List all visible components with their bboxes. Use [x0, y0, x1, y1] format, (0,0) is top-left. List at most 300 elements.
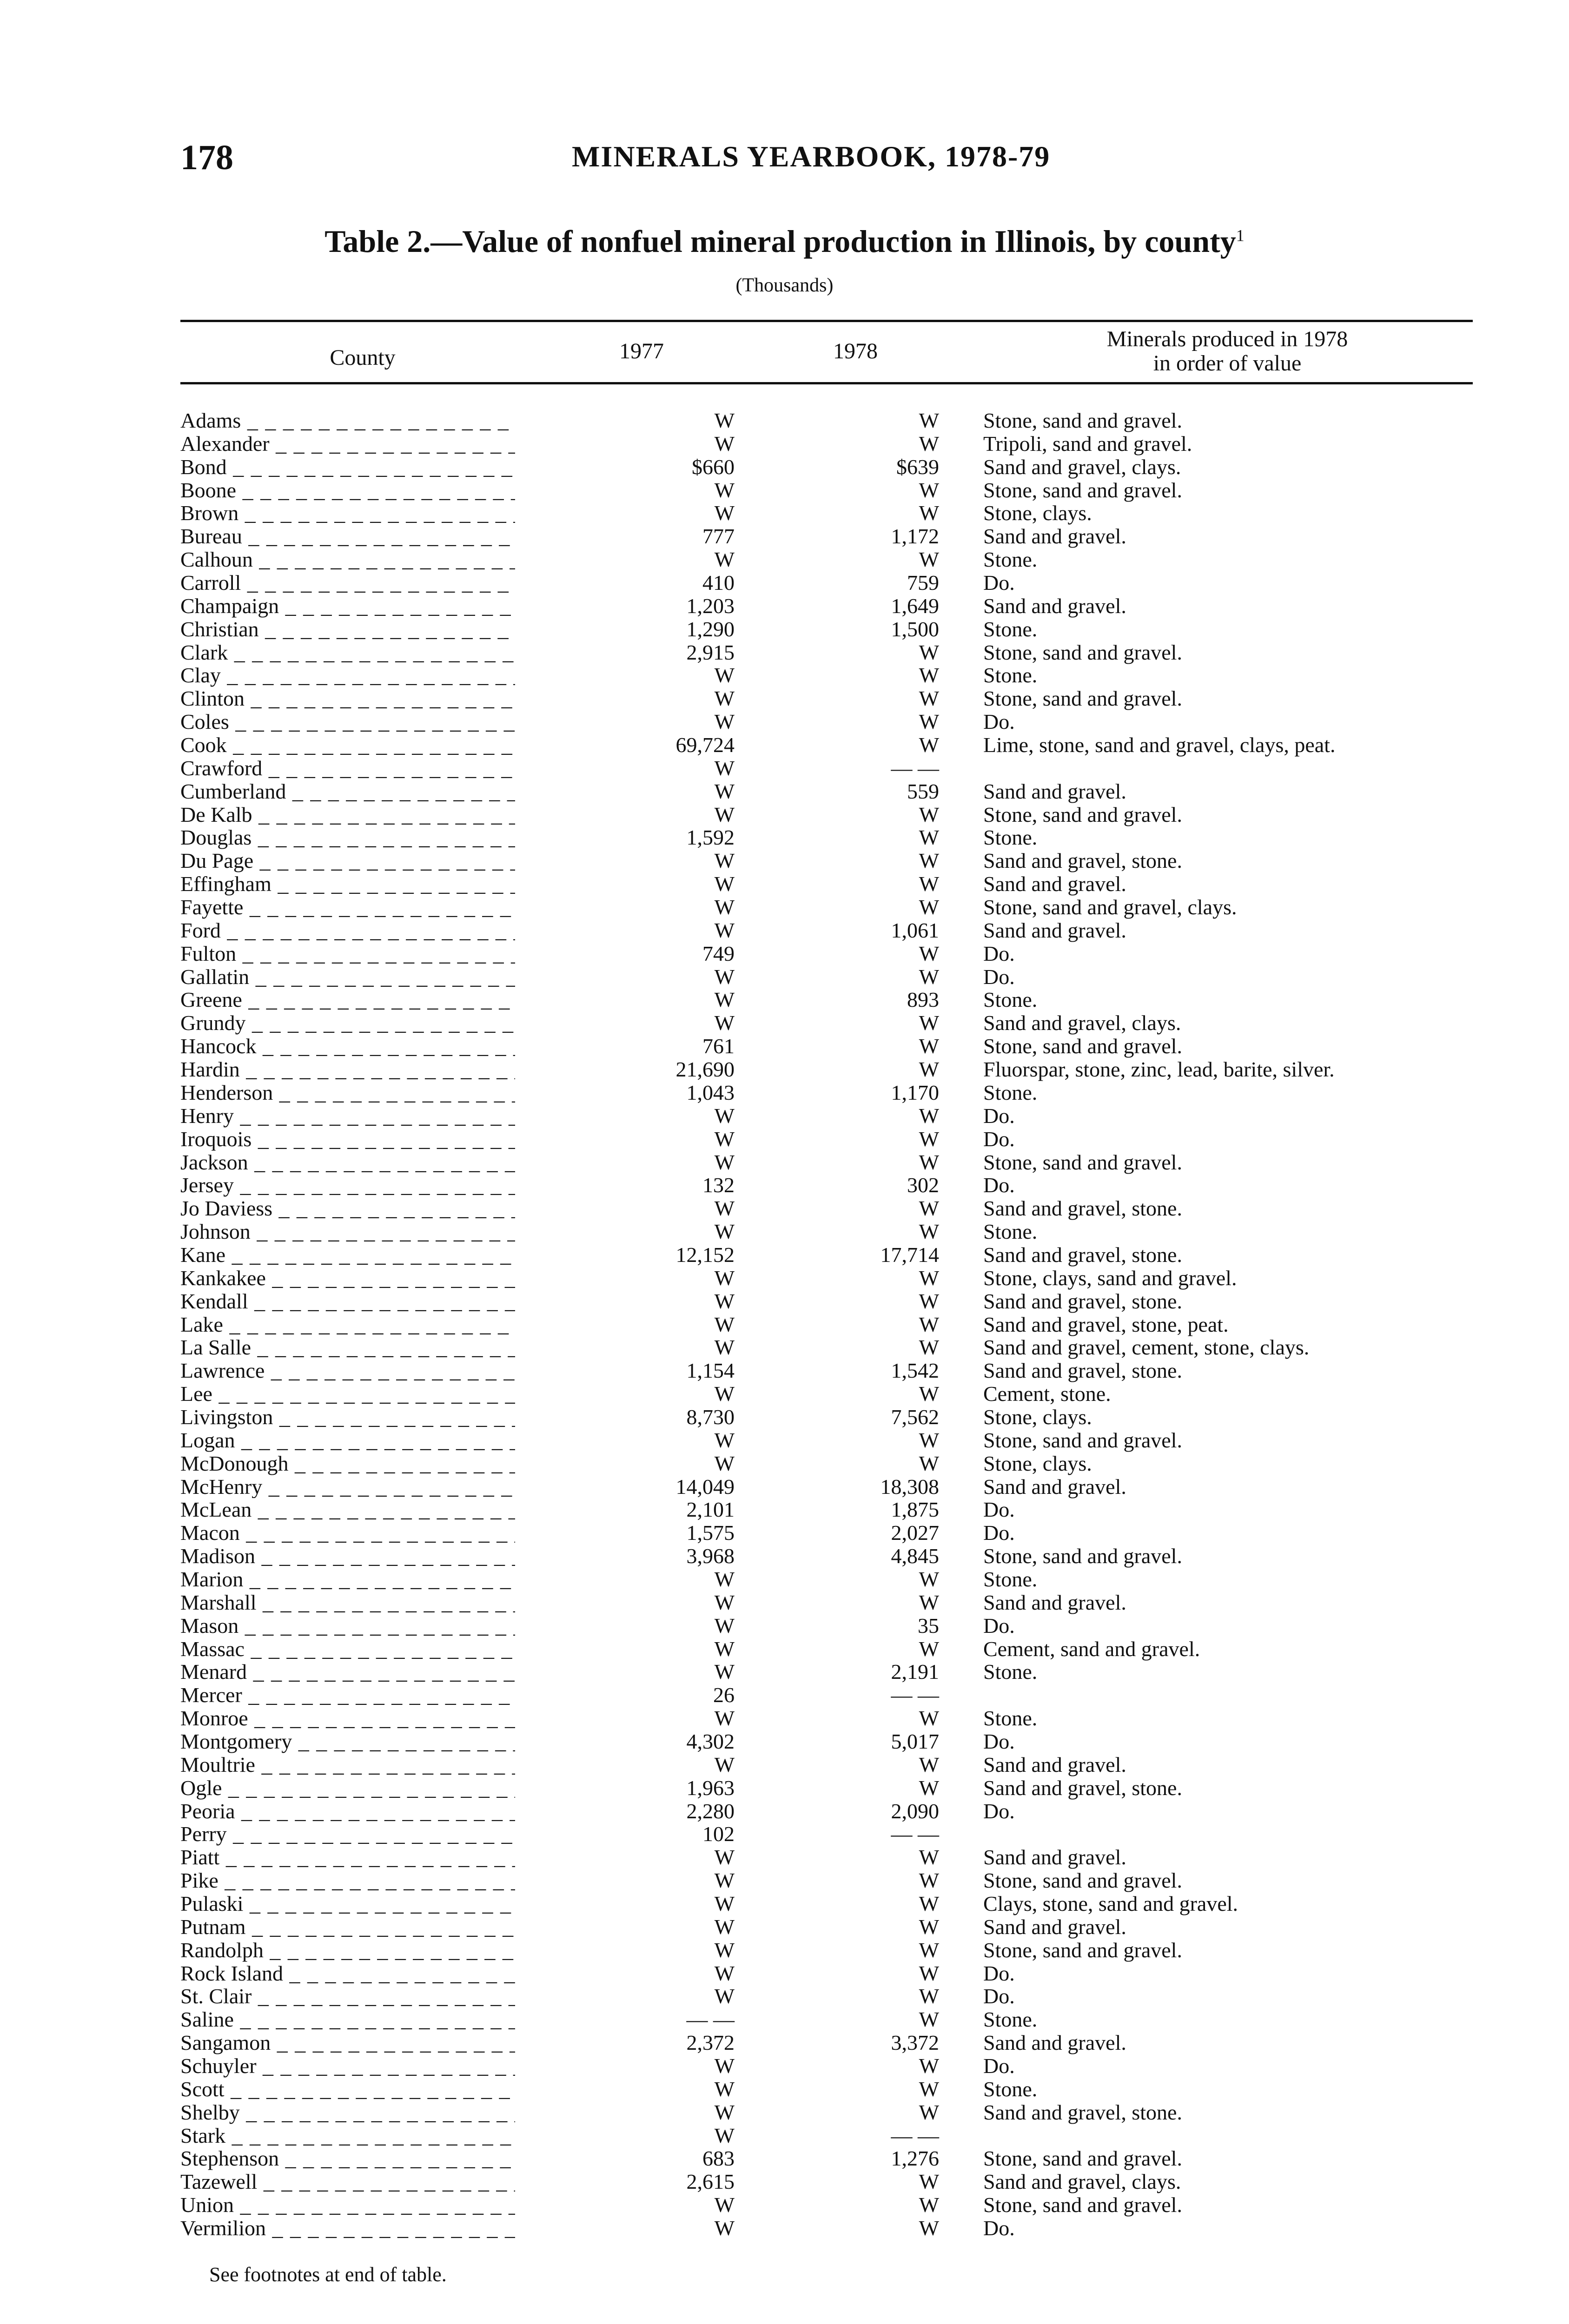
minerals-cell: Stone, clays. — [983, 501, 1092, 525]
value-1977-cell: 777 — [702, 524, 735, 548]
value-1977-cell: W — [714, 1266, 735, 1290]
value-1978-cell: 1,276 — [891, 2146, 939, 2171]
value-1977-cell: 2,615 — [686, 2170, 735, 2194]
value-1978-cell: 1,061 — [891, 918, 939, 942]
minerals-cell: Stone, sand and gravel. — [983, 1150, 1182, 1174]
table-row — [0, 1939, 1569, 1962]
minerals-cell: Sand and gravel, stone. — [983, 1359, 1182, 1383]
table-row — [0, 2124, 1569, 2147]
value-1977-cell: 132 — [702, 1173, 735, 1197]
table-row — [0, 641, 1569, 664]
value-1978-cell: W — [919, 1637, 939, 1661]
table-row — [0, 1406, 1569, 1429]
minerals-cell: Sand and gravel, clays. — [983, 1011, 1181, 1035]
minerals-cell: Do. — [983, 1799, 1015, 1823]
value-1978-cell: W — [919, 478, 939, 502]
value-1978-cell: 1,542 — [891, 1359, 939, 1383]
value-1977-cell: W — [714, 1127, 735, 1151]
minerals-cell: Stone. — [983, 617, 1038, 641]
value-1977-cell: W — [714, 1451, 735, 1475]
value-1978-cell: W — [919, 1451, 939, 1475]
value-1978-cell: W — [919, 1057, 939, 1082]
minerals-cell: Do. — [983, 1521, 1015, 1545]
county-cell: Greene _ _ _ — [180, 988, 515, 1011]
value-1978-cell: W — [919, 1034, 939, 1058]
value-1977-cell: W — [714, 1220, 735, 1244]
value-1977-cell: W — [714, 478, 735, 502]
value-1978-cell: 893 — [907, 988, 939, 1012]
table-row — [0, 1846, 1569, 1869]
table-row — [0, 1800, 1569, 1823]
table-row — [0, 1452, 1569, 1475]
county-cell: Kane _ _ _ — [180, 1243, 515, 1267]
county-cell: Marshall _ _ _ — [180, 1591, 515, 1614]
value-1978-cell: W — [919, 2007, 939, 2032]
table-row — [0, 1892, 1569, 1915]
minerals-cell: Sand and gravel. — [983, 1752, 1126, 1776]
value-1978-cell: W — [919, 663, 939, 687]
table-row — [0, 1035, 1569, 1058]
value-1977-cell: W — [714, 710, 735, 734]
table-row — [0, 479, 1569, 502]
value-1978-cell: W — [919, 1150, 939, 1174]
table-row — [0, 988, 1569, 1011]
county-cell: Stark _ _ _ — [180, 2124, 515, 2147]
minerals-cell: Stone. — [983, 1567, 1038, 1591]
value-1978-cell: W — [919, 1915, 939, 1939]
minerals-cell: Stone, sand and gravel. — [983, 478, 1182, 502]
value-1977-cell: W — [714, 1103, 735, 1128]
column-header-1977: 1977 — [619, 339, 664, 363]
value-1977-cell: W — [714, 1845, 735, 1869]
county-cell: Saline _ _ _ — [180, 2008, 515, 2031]
value-1978-cell: W — [919, 849, 939, 873]
table-row — [0, 1243, 1569, 1267]
table-row — [0, 1151, 1569, 1174]
county-cell: Ford _ _ _ — [180, 919, 515, 942]
value-1977-cell: W — [714, 872, 735, 896]
value-1978-cell: 7,562 — [891, 1405, 939, 1429]
value-1977-cell: W — [714, 501, 735, 525]
table-row — [0, 2054, 1569, 2078]
table-row — [0, 1498, 1569, 1521]
page-number: 178 — [180, 138, 233, 177]
value-1978-cell: — — — [891, 1822, 939, 1846]
table-row — [0, 1267, 1569, 1290]
table-row — [0, 710, 1569, 733]
table-row — [0, 1707, 1569, 1730]
value-1977-cell: W — [714, 849, 735, 873]
column-header-minerals-line2: in order of value — [1153, 351, 1302, 376]
minerals-cell: Stone, sand and gravel. — [983, 2193, 1182, 2217]
table-row — [0, 1313, 1569, 1336]
table-row — [0, 2147, 1569, 2170]
value-1978-cell: W — [919, 548, 939, 572]
table-row — [0, 2031, 1569, 2054]
value-1978-cell: 4,845 — [891, 1544, 939, 1568]
minerals-cell: Sand and gravel. — [983, 779, 1126, 803]
value-1978-cell: 35 — [918, 1613, 939, 1637]
value-1977-cell: W — [714, 1868, 735, 1893]
table-row — [0, 2193, 1569, 2217]
minerals-cell: Sand and gravel, clays. — [983, 2170, 1181, 2194]
county-cell: Union _ _ _ — [180, 2193, 515, 2217]
county-cell: Henry _ _ _ — [180, 1104, 515, 1128]
value-1977-cell: W — [714, 1011, 735, 1035]
county-cell: Christian _ _ _ — [180, 618, 515, 641]
table-row — [0, 594, 1569, 618]
county-cell: Calhoun _ _ _ — [180, 548, 515, 571]
minerals-cell: Stone. — [983, 988, 1038, 1012]
minerals-cell: Sand and gravel, stone. — [983, 1196, 1182, 1221]
table-row — [0, 1591, 1569, 1614]
minerals-cell: Stone. — [983, 548, 1038, 572]
footnote-note: See footnotes at end of table. — [209, 2263, 447, 2286]
value-1978-cell: W — [919, 1335, 939, 1360]
minerals-cell: Sand and gravel, clays. — [983, 455, 1181, 479]
county-cell: Marion _ _ _ — [180, 1568, 515, 1591]
table-row — [0, 826, 1569, 849]
value-1977-cell: W — [714, 2077, 735, 2101]
county-cell: Mason _ _ _ — [180, 1614, 515, 1637]
county-cell: Hancock _ _ _ — [180, 1035, 515, 1058]
county-cell: Carroll _ _ _ — [180, 571, 515, 594]
minerals-cell: Cement, sand and gravel. — [983, 1637, 1200, 1661]
value-1977-cell: W — [714, 1706, 735, 1730]
minerals-cell: Stone, sand and gravel. — [983, 1938, 1182, 1962]
minerals-cell: Lime, stone, sand and gravel, clays, peat. — [983, 733, 1336, 757]
minerals-cell: Do. — [983, 2054, 1015, 2078]
county-cell: Vermilion _ _ _ — [180, 2217, 515, 2240]
county-cell: Macon _ _ _ — [180, 1521, 515, 1545]
minerals-cell: Stone. — [983, 825, 1038, 850]
minerals-cell: Stone. — [983, 2007, 1038, 2032]
minerals-cell: Sand and gravel, stone. — [983, 1776, 1182, 1800]
table-row — [0, 1128, 1569, 1151]
value-1977-cell: — — — [686, 2007, 735, 2032]
county-cell: Sangamon _ _ _ — [180, 2031, 515, 2054]
table-row — [0, 2008, 1569, 2031]
table-row — [0, 1429, 1569, 1452]
header-top-rule — [180, 320, 1473, 322]
value-1977-cell: 683 — [702, 2146, 735, 2171]
value-1977-cell: W — [714, 1938, 735, 1962]
value-1977-cell: W — [714, 2193, 735, 2217]
value-1978-cell: 2,027 — [891, 1521, 939, 1545]
value-1978-cell: W — [919, 1196, 939, 1221]
table-row — [0, 1174, 1569, 1197]
value-1977-cell: W — [714, 988, 735, 1012]
table-row — [0, 1753, 1569, 1776]
minerals-cell: Do. — [983, 1984, 1015, 2008]
county-cell: Hardin _ _ _ — [180, 1058, 515, 1081]
value-1977-cell: W — [714, 1637, 735, 1661]
county-cell: McHenry _ _ _ — [180, 1475, 515, 1499]
value-1978-cell: W — [919, 1011, 939, 1035]
value-1977-cell: 21,690 — [675, 1057, 735, 1082]
table-row — [0, 1962, 1569, 1985]
value-1978-cell: W — [919, 1961, 939, 1985]
table-row — [0, 1336, 1569, 1359]
county-cell: Moultrie _ _ _ — [180, 1753, 515, 1776]
minerals-cell: Do. — [983, 710, 1015, 734]
value-1978-cell: W — [919, 825, 939, 850]
value-1978-cell: 1,172 — [891, 524, 939, 548]
table-row — [0, 1660, 1569, 1684]
value-1977-cell: W — [714, 1428, 735, 1452]
county-cell: McDonough _ _ _ — [180, 1452, 515, 1475]
value-1977-cell: W — [714, 409, 735, 432]
county-cell: Henderson _ _ _ — [180, 1081, 515, 1104]
value-1978-cell: W — [919, 1776, 939, 1800]
minerals-cell: Sand and gravel. — [983, 1845, 1126, 1869]
value-1978-cell: W — [919, 895, 939, 919]
county-cell: Iroquois _ _ _ — [180, 1128, 515, 1151]
value-1977-cell: W — [714, 1660, 735, 1684]
value-1977-cell: W — [714, 1984, 735, 2008]
value-1977-cell: W — [714, 1150, 735, 1174]
value-1978-cell: W — [919, 1868, 939, 1893]
value-1978-cell: $639 — [896, 455, 939, 479]
value-1977-cell: 1,963 — [686, 1776, 735, 1800]
table-row — [0, 1220, 1569, 1243]
value-1977-cell: W — [714, 964, 735, 989]
minerals-cell: Sand and gravel. — [983, 2031, 1126, 2055]
table-row — [0, 409, 1569, 432]
county-cell: Grundy _ _ _ — [180, 1011, 515, 1035]
table-subtitle: (Thousands) — [735, 275, 834, 296]
county-cell: Champaign _ _ _ — [180, 594, 515, 618]
value-1978-cell: W — [919, 1590, 939, 1614]
value-1978-cell: W — [919, 1103, 939, 1128]
county-cell: Monroe _ _ _ — [180, 1707, 515, 1730]
minerals-cell: Stone, sand and gravel. — [983, 1034, 1182, 1058]
minerals-cell: Do. — [983, 1498, 1015, 1522]
value-1977-cell: W — [714, 2123, 735, 2147]
county-cell: Peoria _ _ _ — [180, 1800, 515, 1823]
value-1978-cell: 1,170 — [891, 1080, 939, 1104]
table-row — [0, 1985, 1569, 2008]
minerals-cell: Do. — [983, 1127, 1015, 1151]
table-row — [0, 2170, 1569, 2193]
value-1977-cell: 1,290 — [686, 617, 735, 641]
value-1977-cell: W — [714, 1892, 735, 1915]
value-1978-cell: W — [919, 640, 939, 664]
minerals-cell: Stone, clays, sand and gravel. — [983, 1266, 1237, 1290]
county-cell: St. Clair _ _ _ — [180, 1985, 515, 2008]
county-cell: Livingston _ _ _ — [180, 1406, 515, 1429]
county-cell: Adams _ _ _ — [180, 409, 515, 432]
value-1978-cell: W — [919, 1752, 939, 1776]
table-row — [0, 757, 1569, 780]
table-title-footnote-marker: 1 — [1236, 226, 1245, 245]
value-1977-cell: W — [714, 802, 735, 826]
minerals-cell: Stone, sand and gravel. — [983, 687, 1182, 711]
running-head: MINERALS YEARBOOK, 1978-79 — [572, 140, 1051, 173]
table-row — [0, 965, 1569, 989]
value-1977-cell: 749 — [702, 941, 735, 965]
value-1977-cell: 12,152 — [675, 1242, 735, 1267]
minerals-cell: Sand and gravel, stone, peat. — [983, 1312, 1229, 1336]
county-cell: Douglas _ _ _ — [180, 826, 515, 849]
value-1978-cell: 1,500 — [891, 617, 939, 641]
value-1978-cell: W — [919, 1428, 939, 1452]
minerals-cell: Stone, sand and gravel. — [983, 2146, 1182, 2171]
value-1978-cell: 5,017 — [891, 1729, 939, 1753]
county-cell: Tazewell _ _ _ — [180, 2170, 515, 2193]
value-1978-cell: 559 — [907, 779, 939, 803]
minerals-cell: Sand and gravel. — [983, 1474, 1126, 1499]
value-1977-cell: 1,575 — [686, 1521, 735, 1545]
table-row — [0, 803, 1569, 826]
table-row — [0, 1684, 1569, 1707]
minerals-cell: Sand and gravel. — [983, 1590, 1126, 1614]
county-cell: Lake _ _ _ — [180, 1313, 515, 1336]
county-cell: Scott _ _ _ — [180, 2078, 515, 2101]
table-row — [0, 1568, 1569, 1591]
county-cell: Gallatin _ _ _ — [180, 965, 515, 989]
table-row — [0, 2101, 1569, 2124]
value-1978-cell: 2,090 — [891, 1799, 939, 1823]
value-1978-cell: W — [919, 1567, 939, 1591]
value-1978-cell: W — [919, 2077, 939, 2101]
table-row — [0, 1521, 1569, 1545]
county-cell: Clark _ _ _ — [180, 641, 515, 664]
value-1977-cell: 1,592 — [686, 825, 735, 850]
minerals-cell: Do. — [983, 964, 1015, 989]
minerals-cell: Stone. — [983, 1706, 1038, 1730]
minerals-cell: Sand and gravel, stone. — [983, 849, 1182, 873]
value-1977-cell: 761 — [702, 1034, 735, 1058]
column-header-minerals-line1: Minerals produced in 1978 — [1106, 327, 1348, 351]
minerals-cell: Do. — [983, 1173, 1015, 1197]
value-1977-cell: $660 — [692, 455, 735, 479]
value-1978-cell: 302 — [907, 1173, 939, 1197]
county-cell: Massac _ _ _ — [180, 1637, 515, 1661]
table-row — [0, 2078, 1569, 2101]
table-row — [0, 1382, 1569, 1406]
value-1977-cell: W — [714, 2054, 735, 2078]
value-1977-cell: 1,043 — [686, 1080, 735, 1104]
county-cell: Jo Daviess _ _ _ — [180, 1197, 515, 1220]
table-row — [0, 525, 1569, 548]
table-row — [0, 1822, 1569, 1846]
minerals-cell: Stone, sand and gravel. — [983, 1544, 1182, 1568]
minerals-cell: Do. — [983, 1961, 1015, 1985]
column-header-county: County — [330, 345, 396, 370]
county-cell: Piatt _ _ _ — [180, 1846, 515, 1869]
value-1978-cell: W — [919, 2193, 939, 2217]
table-row — [0, 2217, 1569, 2240]
value-1978-cell: — — — [891, 2123, 939, 2147]
minerals-cell: Stone, sand and gravel, clays. — [983, 895, 1237, 919]
table-row — [0, 1058, 1569, 1081]
table-row — [0, 1104, 1569, 1128]
table-row — [0, 1290, 1569, 1313]
value-1978-cell: W — [919, 1312, 939, 1336]
value-1977-cell: 1,203 — [686, 594, 735, 618]
value-1978-cell: W — [919, 733, 939, 757]
value-1978-cell: W — [919, 409, 939, 432]
value-1978-cell: W — [919, 710, 939, 734]
minerals-cell: Stone, sand and gravel. — [983, 1868, 1182, 1893]
value-1977-cell: 69,724 — [675, 733, 735, 757]
minerals-cell: Stone. — [983, 663, 1038, 687]
minerals-cell: Sand and gravel. — [983, 524, 1126, 548]
county-cell: McLean _ _ _ — [180, 1498, 515, 1521]
value-1977-cell: W — [714, 1961, 735, 1985]
table-row — [0, 1915, 1569, 1939]
header-bottom-rule — [180, 382, 1473, 384]
county-cell: Ogle _ _ _ — [180, 1776, 515, 1800]
value-1977-cell: W — [714, 687, 735, 711]
county-cell: Logan _ _ _ — [180, 1429, 515, 1452]
minerals-cell: Stone. — [983, 2077, 1038, 2101]
minerals-cell: Do. — [983, 941, 1015, 965]
county-cell: Kendall _ _ _ — [180, 1290, 515, 1313]
county-cell: Pike _ _ _ — [180, 1869, 515, 1892]
value-1978-cell: W — [919, 964, 939, 989]
table-row — [0, 733, 1569, 757]
minerals-cell: Sand and gravel. — [983, 918, 1126, 942]
value-1978-cell: W — [919, 2054, 939, 2078]
county-cell: Cook _ _ _ — [180, 733, 515, 757]
minerals-cell: Stone, sand and gravel. — [983, 640, 1182, 664]
column-header-minerals — [1013, 327, 1441, 376]
value-1977-cell: W — [714, 1915, 735, 1939]
table-row — [0, 1776, 1569, 1800]
value-1977-cell: W — [714, 1312, 735, 1336]
minerals-cell: Cement, stone. — [983, 1382, 1111, 1406]
table-row — [0, 1011, 1569, 1035]
value-1978-cell: W — [919, 1266, 939, 1290]
table-row — [0, 942, 1569, 965]
county-cell: Johnson _ _ _ — [180, 1220, 515, 1243]
value-1978-cell: W — [919, 1382, 939, 1406]
value-1977-cell: W — [714, 431, 735, 456]
minerals-cell: Sand and gravel, stone. — [983, 2100, 1182, 2124]
county-cell: Menard _ _ _ — [180, 1660, 515, 1684]
value-1977-cell: 2,280 — [686, 1799, 735, 1823]
county-cell: Lawrence _ _ _ — [180, 1359, 515, 1382]
value-1978-cell: 1,875 — [891, 1498, 939, 1522]
county-cell: Randolph _ _ _ — [180, 1939, 515, 1962]
table-row — [0, 1614, 1569, 1637]
minerals-cell: Sand and gravel, cement, stone, clays. — [983, 1335, 1310, 1360]
value-1978-cell: W — [919, 1220, 939, 1244]
county-cell: Putnam _ _ _ — [180, 1915, 515, 1939]
minerals-cell: Sand and gravel. — [983, 1915, 1126, 1939]
county-cell: Fulton _ _ _ — [180, 942, 515, 965]
county-cell: De Kalb _ _ _ — [180, 803, 515, 826]
minerals-cell: Do. — [983, 1729, 1015, 1753]
value-1977-cell: 102 — [702, 1822, 735, 1846]
minerals-cell: Stone. — [983, 1220, 1038, 1244]
minerals-cell: Sand and gravel. — [983, 872, 1126, 896]
county-cell: Alexander _ _ _ — [180, 432, 515, 456]
table-title — [0, 223, 1569, 260]
county-cell: Crawford _ _ _ — [180, 757, 515, 780]
table-row — [0, 1730, 1569, 1753]
value-1977-cell: W — [714, 2216, 735, 2240]
county-cell: Effingham _ _ _ — [180, 872, 515, 896]
value-1977-cell: 2,915 — [686, 640, 735, 664]
value-1978-cell: W — [919, 1289, 939, 1313]
value-1977-cell: W — [714, 663, 735, 687]
county-cell: Cumberland _ _ _ — [180, 780, 515, 803]
value-1978-cell: W — [919, 1984, 939, 2008]
table-row — [0, 780, 1569, 803]
